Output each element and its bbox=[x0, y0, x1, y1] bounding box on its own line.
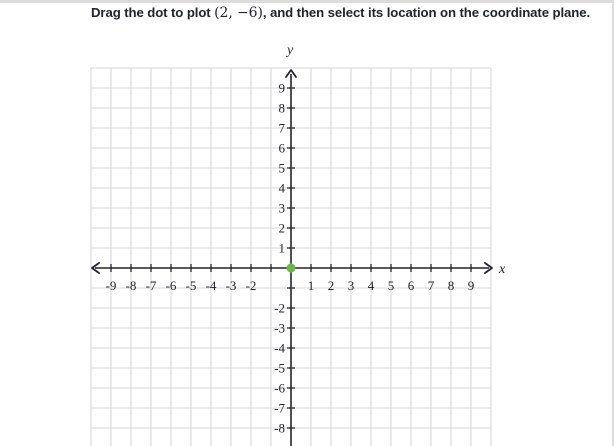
x-tick-label: 4 bbox=[367, 278, 375, 293]
y-tick-label: -7 bbox=[274, 400, 285, 416]
y-tick-label: -5 bbox=[274, 360, 285, 376]
x-tick-label: -8 bbox=[125, 278, 137, 293]
x-tick-label: 5 bbox=[387, 278, 395, 293]
y-tick-label: 1 bbox=[278, 240, 285, 256]
y-tick-label: 5 bbox=[278, 160, 285, 176]
x-tick-label: -5 bbox=[185, 278, 197, 293]
y-tick-label: -3 bbox=[274, 320, 285, 336]
x-tick-label: -3 bbox=[225, 278, 237, 293]
x-tick-label: 7 bbox=[427, 278, 435, 293]
y-tick-label: 7 bbox=[278, 120, 285, 136]
x-tick-label: 1 bbox=[307, 278, 315, 293]
x-tick-label: -9 bbox=[105, 278, 117, 293]
y-tick-label: 2 bbox=[278, 220, 285, 236]
x-tick-labels bbox=[106, 278, 475, 293]
x-tick-label: -4 bbox=[205, 278, 217, 293]
y-tick-label: 8 bbox=[278, 100, 285, 116]
y-tick-label: 6 bbox=[278, 140, 285, 156]
y-axis-label: y bbox=[287, 43, 294, 58]
prompt-math-point: (2, −6) bbox=[214, 5, 263, 21]
y-tick-labels bbox=[274, 81, 285, 436]
x-tick-label: -7 bbox=[145, 278, 157, 293]
y-tick-label: 4 bbox=[278, 180, 285, 196]
y-tick-label: -2 bbox=[274, 300, 285, 316]
y-tick-label: 9 bbox=[278, 80, 285, 96]
x-tick-label: 3 bbox=[347, 278, 355, 293]
axes bbox=[92, 70, 492, 446]
y-tick-label: -6 bbox=[274, 380, 285, 396]
prompt-text-before: Drag the dot to plot bbox=[91, 5, 215, 20]
y-tick-label: -4 bbox=[274, 340, 285, 356]
y-tick-label: 3 bbox=[278, 200, 285, 216]
prompt-text-after: , and then select its location on the coordinate plane. bbox=[262, 5, 591, 20]
x-tick-label: -2 bbox=[245, 278, 257, 293]
x-tick-label: 8 bbox=[447, 278, 455, 293]
x-tick-label: -6 bbox=[165, 278, 177, 293]
x-tick-label: 9 bbox=[467, 278, 475, 293]
x-axis-label: x bbox=[499, 262, 506, 277]
x-tick-label: 2 bbox=[327, 278, 335, 293]
y-tick-label: -8 bbox=[274, 420, 285, 436]
x-tick-label: 6 bbox=[407, 278, 415, 293]
draggable-point[interactable] bbox=[287, 264, 296, 273]
